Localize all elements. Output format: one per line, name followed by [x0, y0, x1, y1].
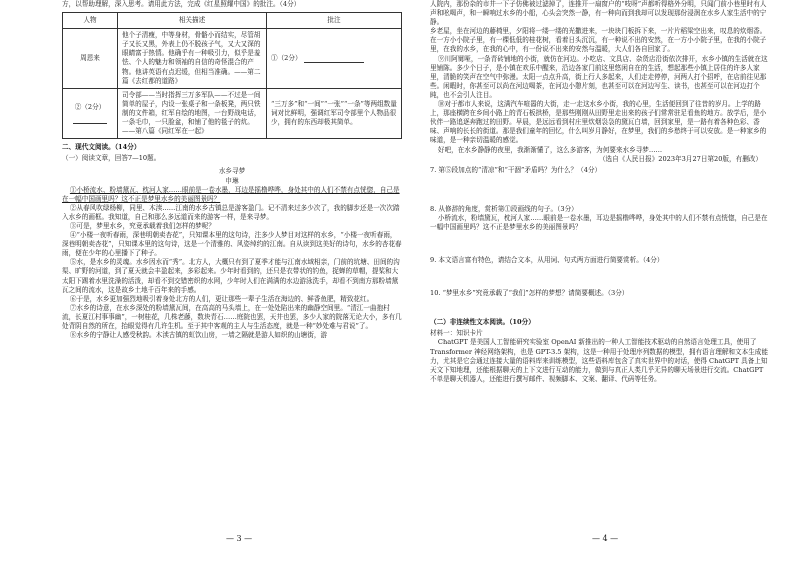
row2-desc: 司令部——当时指挥三万多军队——不过是一间简单的屋子，内设一张桌子和一条板凳，两只铁制的文件箱，红军自绘的地图，一台野战电话，一条毛巾，一只脸盆，和铺了他的毯子的炕。——第八篇《同红军在一起》 [118, 88, 267, 138]
row2-answer-blank[interactable] [73, 116, 107, 124]
row1-note: ①（2分） [271, 53, 302, 62]
question-9: 9. 本文语言富有特色，请结合文本，从用词、句式两方面进行简要赏析。（4分） [430, 256, 664, 265]
paragraph: ③可是，梦里水乡，究竟承载着我们怎样的梦呢？ [69, 221, 215, 230]
paragraph: ⑥于是，水乡更加强烈地吸引着身处北方的人们，更让那些一辈子生活在海边的、鲜香鱼肥，精致花红。 [69, 294, 374, 303]
paragraph: ⑤水，是水乡的灵魂。水乡因水而“秀”。北方人，大概只有到了夏季才能与江南水域相亲，门前的坑塘、田间的沟渠、旷野的河道，到了夏天就会丰盈起来，多彩起来。少年时看到的，还只是衣带状的钓鱼，捉蝉的草帽，提桨和大太阳下踢着水里洗澡的活泼，却看不到交错密织的水网，少年时人们在满满的水边游泳洗手，却看不到南方那粉墙黛瓦之间的流水，这是故乡土地千百年来的手感。 [62, 258, 400, 294]
answer-space-10[interactable] [430, 298, 770, 318]
paragraph: ⑩对于都市人来说，这满汽车喧嚣的大街，走一走这水乡小街，我的心里，生活便回到了往昔的岁月。上学的路上，那座横跨在乡间小路上的青石板拱桥，是那些刚刚从田野里走出来的孩子们常常驻足看鱼的地方。放学后，是小伙伴一路追逐奔跑过的田野。早晨，是远远看到村庄里炊烟袅袅的黛瓦白墙，回到家里，是一路有着各种色彩、香味、声响的长长的街道。那是我们童年的回忆，什么叫岁月静好，在梦里，我们的乡愁终于可以安放。是一种家乡的味道，是一种亲切温暖的感觉。 [430, 100, 767, 145]
table-row [63, 29, 402, 89]
left-page [62, 0, 402, 340]
question-7: 7. 第⑤段加点的“清凉”和“干涸”矛盾吗？为什么？（4分） [430, 165, 602, 174]
material-text: ChatGPT 是美国人工智能研究实验室 OpenAI 新推出的一种人工智能技术驱动的自然语言处理工具，使用了 Transformer 神经网络架构，也是 GPT-3.5 架构，这是一种用于处理序列数据的模型，拥有语言理解和文本生成能力，尤其是它会通过连接大量的语料库来训练模型，这些语料库包含了真实世界中的对话，使得 ChatGPT 具备上知天文下知地理，还能根据聊天的上下文进行互动的能力，做到与真正人类几乎无异的聊天场景进行交流。ChatGPT 不单是聊天机器人，还能进行撰写邮件、视频脚本、文案、翻译、代码等任务。 [430, 338, 768, 383]
paragraph: 乡老屋，坐在河边的藤椅里，夕阳将一缕一缕的光撒进来，一块块门板拆下来，一片片稻梁空出来，叹息的炊烟香。在一方小小院子里，有一棵低低的桂花树，看着日头沉沉，有一种说不出的安然，在一方小小院子里，在我的小院子里，在我的水乡，在我的心中，有一份说不出来的安然与温暖，大人们各自回家了。 [430, 27, 767, 54]
paragraph: ⑦水乡的诗意，在水乡深处的粉墙黛瓦间，在高高的马头墙上，在一处处陷出来的幽静空间里。“清江一曲抱村流，长夏江村事事幽”，一树桂花，几株老藤，数块青石……庭院也罢，天井也罢，多少人家的院落无论大小，多有几处背阴自然的所在，抬眼觉得有几许生机。至于其中客观的主人与生活态度，就是一种“妙处难与君说”了。 [62, 303, 402, 330]
section-title: 二、现代文阅读。（14分） [62, 143, 141, 152]
paragraph: ①小桥流水、粉墙黛瓦、枕河人家……眼前是一卷水墨，耳边是摇橹哗哗，身处其中的人们不禁有点恍惚，自己是在一幅中国画里吗？这不正是梦里水乡的美丽图景吗？ [62, 185, 400, 203]
table-intro: 方，以帮助理解，深入思考。请用此方法，完成《红星照耀中国》的批注。（4分） [62, 0, 301, 8]
question-8: 8. 从修辞的角度，赏析第①段画线的句子。（3分） [430, 204, 578, 213]
page-number-right: — 4 — [592, 534, 619, 543]
answer-space-9[interactable] [430, 265, 770, 289]
row2-person-cell [63, 88, 118, 138]
article-author: 申琳 [225, 176, 239, 185]
paragraph: 人院内，那份杂的市井一下子仿佛被过滤掉了，连推开一扇窗户的“吱呀”声都听得格外分明，只闻门前小巷里时有人声和吆喝声，和一瞬响过水乡的小船，心头会突然一静，有一种向而到我却可以发现那份浸润在水乡人家生活中的宁静。 [430, 0, 767, 27]
article-source: （选自《人民日报》2023年3月27日第20版，有删改） [598, 154, 762, 163]
page-number-left: — 3 — [226, 534, 253, 543]
subsection-title: （一）阅读文章，回答7—10题。 [62, 154, 161, 163]
answer-space-8[interactable] [430, 232, 770, 256]
question-10: 10. “梦里水乡”究竟承载了“我们”怎样的梦想？请简要概述。（3分） [430, 289, 629, 298]
row1-note-cell [267, 29, 402, 89]
row2-note: “三万多”和“一间”“一张”“一条”等两组数量词对比鲜明，强调红军司令部里个人物品很少，拥有的东西却极其简单。 [267, 88, 402, 138]
paragraph: ⑨川阿舅哑，一条青砖铺地的小街，就仿在河边。小吃店、文具店、杂货店沿街依次排开，水乡小镇的生活就在这里铺陈。多少个日子，是小镇在欢乐中醒来，沿边各家门前这里悠闲自在的生活，想起那些小镇上居住的许多人家里，清脆的笑声在空气中弥漫。太阳一点点升高，街上行人多起来，人们走走停停，河两人打个招呼，在店前往见那些。闲暇时，你甚至可以尚在河边喝茶，在河边小憩片刻，也甚至可以在河边写生、读书，也甚至可以在河边打个盹，也不会引人注目。 [430, 54, 768, 99]
answer-space-7[interactable] [430, 175, 770, 205]
paragraph: ⑧水乡的宁静让人感受秋韵。木渎古镇的虹饮山房，一墙之隔就是游人如织的山塘街，游 [69, 331, 328, 340]
row2-person: ②（2分） [74, 102, 106, 111]
annotation-table [62, 12, 402, 139]
paragraph: 好吧，在水乡静静的夜里，我渐渐懂了，这么多游客，为何要来水乡寻梦…… [437, 145, 663, 154]
row1-answer-blank[interactable] [304, 55, 364, 63]
header-person: 人物 [63, 13, 118, 29]
paragraph: ④“小楼一夜听春雨，深巷明朝卖杏花”，只知课本里的这句诗，注多少人梦目对这样的水乡，“小楼一夜听春雨，深巷明朝卖杏花”，只知课本里的这句诗，这是一个清雅的、风姿绰约的江南。自从读到这美好的诗句，水乡的杏花春雨，便在少年的心里播下了种子。 [62, 231, 402, 258]
row1-desc: 他个子清瘦，中等身材，骨骼小而结实，尽管胡子又长又黑，外表上仍不脱孩子气，又大又深的眼睛富于热情。他确乎有一种吸引力，似乎是羞怯、个人的魅力和领袖的自信的奇怪混合的产物。他讲英语有点迟缓，但相当准确。——第二篇《去红都的道路》 [118, 29, 267, 89]
article-title: 水乡寻梦 [218, 167, 246, 176]
paragraph: ②从春风吹绿杨柳，同里、木渎……江南的水乡古镇总是游客盈门。记不清来过多少次了，我的脚步还是一次次踏入水乡的画框。我知道，自己和那么多远道而来的游客一样，是来寻梦。 [62, 203, 400, 221]
table-header-row [63, 13, 402, 29]
question-8-quote: 小桥流水，粉墙黛瓦，枕河人家……眼前是一卷水墨，耳边是摇橹哗哗，身处其中的人们不禁有点恍惚，自己是在一幅中国画里吗？这不正是梦里水乡的美丽图景吗？ [430, 213, 768, 231]
subsection-title: （二）非连续性文本阅读。（10分） [430, 318, 535, 327]
material-title: 材料一：知识卡片 [430, 329, 483, 338]
header-desc: 相关描述 [118, 13, 267, 29]
row1-person: 周恩来 [63, 29, 118, 89]
table-row [63, 88, 402, 138]
right-page [430, 0, 770, 384]
header-note: 批注 [267, 13, 402, 29]
